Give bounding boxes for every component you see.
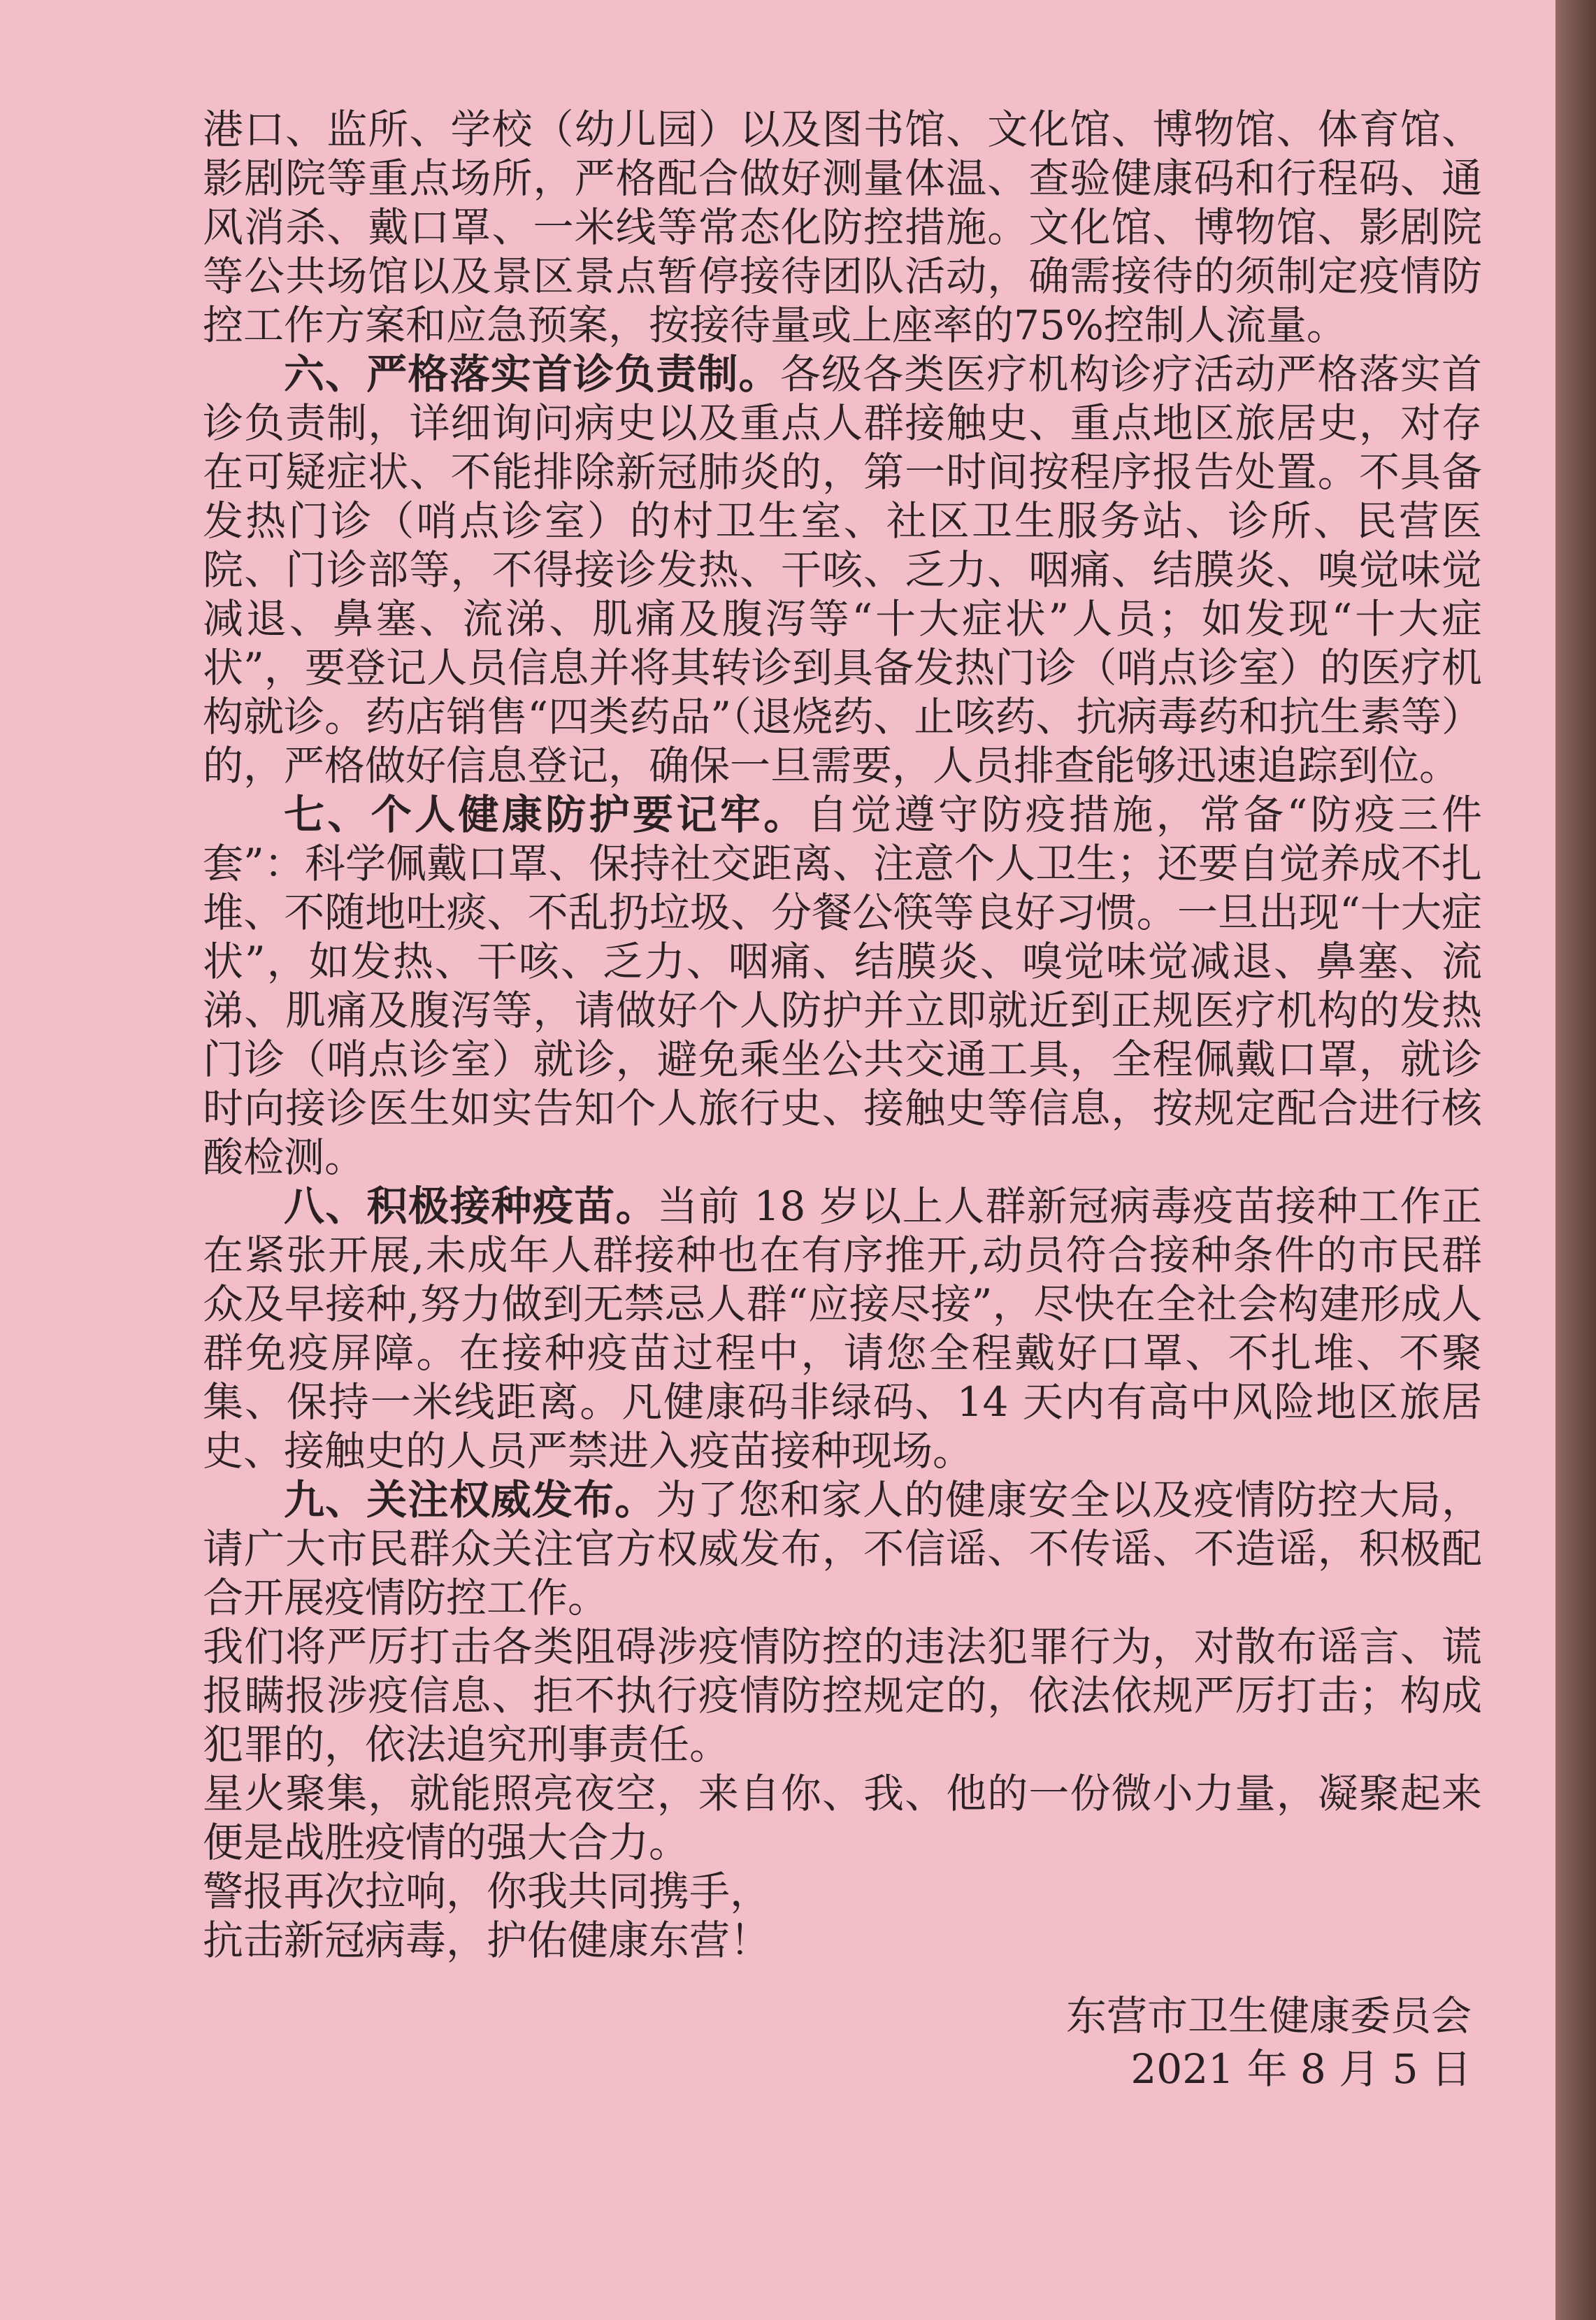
section-eight-heading: 八、积极接种疫苗。 <box>284 1182 657 1230</box>
section-seven-body: 自觉遵守防疫措施，常备“防疫三件套”：科学佩戴口罩、保持社交距离、注意个人卫生；还要自觉养成不扎堆、不随地吐痰、不乱扔垃圾、分餐公筷等良好习惯。一旦出现“十大症状”，如发热、干咳、乏力、咽痛、结膜炎、嗅觉味觉减退、鼻塞、流涕、肌痛及腹泻等，请做好个人防护并立即就近到正规医疗机构的发热门诊（哨点诊室）就诊，避免乘坐公共交通工具，全程佩戴口罩，就诊时向接诊医生如实告知个人旅行史、接触史等信息，按规定配合进行核酸检测。 <box>203 791 1482 1181</box>
section-seven-paragraph <box>203 790 1482 1182</box>
background-edge <box>1555 0 1596 2320</box>
section-eight-body: 当前 18 岁以上人群新冠病毒疫苗接种工作正在紧张开展,未成年人群接种也在有序推开,动员符合接种条件的市民群众及早接种,努力做到无禁忌人群“应接尽接”，尽快在全社会构建形成人群免疫屏障。在接种疫苗过程中，请您全程戴好口罩、不扎堆、不聚集、保持一米线距离。凡健康码非绿码、14 天内有高中风险地区旅居史、接触史的人员严禁进入疫苗接种现场。 <box>203 1182 1482 1475</box>
section-six-body: 各级各类医疗机构诊疗活动严格落实首诊负责制，详细询问病史以及重点人群接触史、重点地区旅居史，对存在可疑症状、不能排除新冠肺炎的，第一时间按程序报告处置。不具备发热门诊（哨点诊室）的村卫生室、社区卫生服务站、诊所、民营医院、门诊部等，不得接诊发热、干咳、乏力、咽痛、结膜炎、嗅觉味觉减退、鼻塞、流涕、肌痛及腹泻等“十大症状”人员；如发现“十大症状”，要登记人员信息并将其转诊到具备发热门诊（哨点诊室）的医疗机构就诊。药店销售“四类药品”（退烧药、止咳药、抗病毒药和抗生素等）的，严格做好信息登记，确保一旦需要，人员排查能够迅速追踪到位。 <box>203 350 1482 789</box>
continuation-paragraph: 港口、监所、学校（幼儿园）以及图书馆、文化馆、博物馆、体育馆、影剧院等重点场所，严格配合做好测量体温、查验健康码和行程码、通风消杀、戴口罩、一米线等常态化防控措施。文化馆、博物馆、影剧院等公共场馆以及景区景点暂停接待团队活动，确需接待的须制定疫情防控工作方案和应急预案，按接待量或上座率的75%控制人流量。 <box>203 106 1482 349</box>
section-six-heading: 六、严格落实首诊负责制。 <box>284 350 780 398</box>
section-nine-paragraph <box>203 1475 1482 1622</box>
section-six-paragraph <box>203 350 1482 790</box>
section-seven-heading: 七、个人健康防护要记牢。 <box>284 791 807 838</box>
section-nine-heading: 九、关注权威发布。 <box>284 1476 656 1524</box>
signature-organization: 东营市卫生健康委员会 <box>1065 1992 1472 2040</box>
closing-slogan-line-1: 警报再次拉响，你我共同携手， <box>203 1868 771 1915</box>
section-eight-paragraph <box>203 1182 1482 1475</box>
document-body <box>203 105 1482 1965</box>
section-nine-body: 为了您和家人的健康安全以及疫情防控大局，请广大市民群众关注官方权威发布，不信谣、不传谣、不造谣，积极配合开展疫情防控工作。 <box>203 1476 1482 1621</box>
signature-date: 2021 年 8 月 5 日 <box>1130 2045 1472 2093</box>
signature-block <box>1066 1989 1472 2096</box>
closing-paragraph-crackdown: 我们将严厉打击各类阻碍涉疫情防控的违法犯罪行为，对散布谣言、谎报瞒报涉疫信息、拒不执行疫情防控规定的，依法依规严厉打击；构成犯罪的，依法追究刑事责任。 <box>203 1623 1482 1768</box>
closing-slogan-line-2: 抗击新冠病毒，护佑健康东营！ <box>203 1917 771 1964</box>
closing-paragraph-unity: 星火聚集，就能照亮夜空，来自你、我、他的一份微小力量，凝聚起来便是战胜疫情的强大合力。 <box>203 1770 1482 1866</box>
